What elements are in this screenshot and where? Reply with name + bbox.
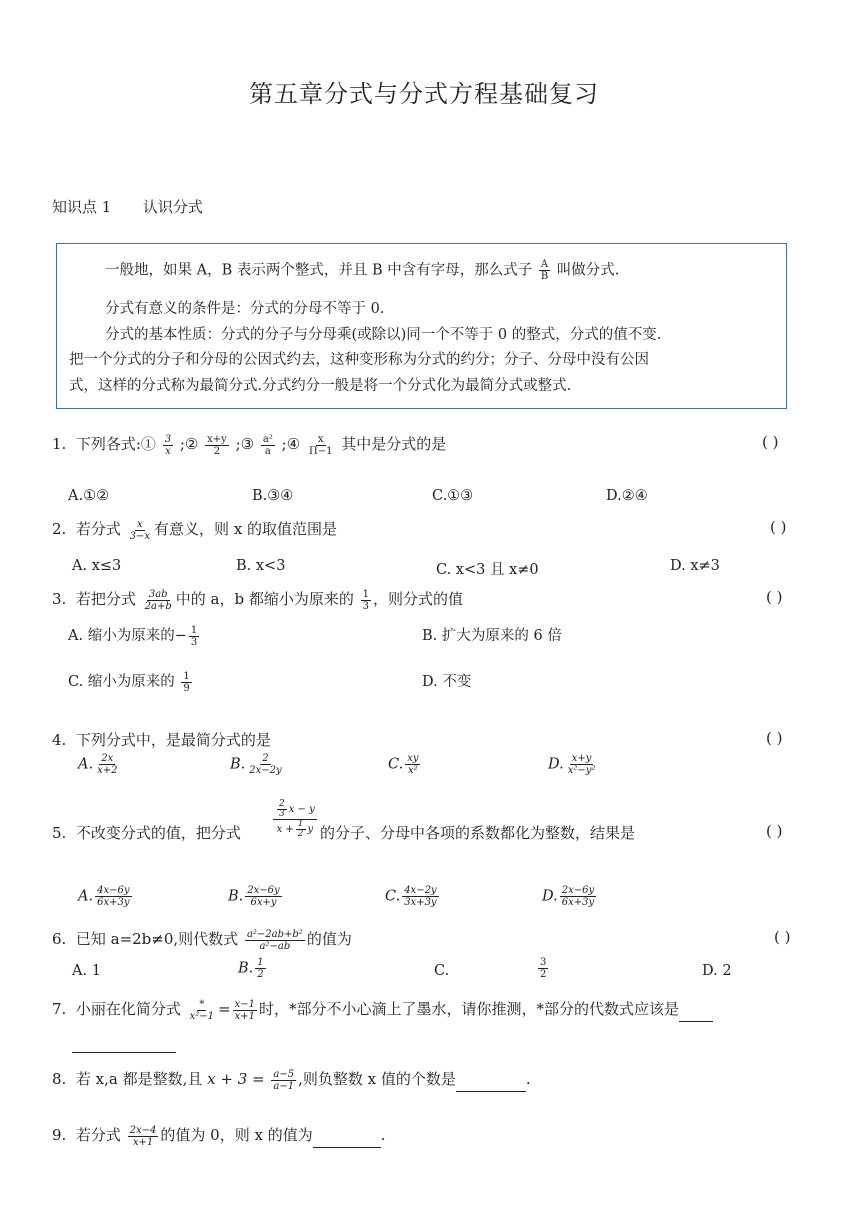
question-1: 1. 下列各式:① $\frac{3}{x}$ ;② $\frac{x+y}{2}$ ;③ $\frac{\text{a²}}{a}$ ;④ $\frac{x}{\Pi-1}$ 其中是分式的是 <box>52 433 447 457</box>
question-9: 9. 若分式 $\frac{2x-4}{x+1}$ 的值为 0，则 x 的值为 . <box>52 1124 386 1148</box>
section-label <box>52 196 203 217</box>
answer-bracket-5: ( ) <box>766 822 783 840</box>
answer-blank-9[interactable] <box>313 1147 381 1148</box>
answer-bracket-1: ( ) <box>762 433 779 451</box>
question-3: 3. 若把分式 $\frac{3ab}{2a+b}$ 中的 a，b 都缩小为原来的 $\frac{1}{3}$ ，则分式的值 <box>52 588 464 612</box>
section-name: 认识分式 <box>142 198 203 216</box>
answer-blank-7b[interactable] <box>72 1040 176 1053</box>
question-6: 6. 已知 a=2b≠0,则代数式 $\frac{\text{a²−2ab+b²}}{\text{a²−ab}}$ 的值为 <box>52 928 352 952</box>
question-2: 2. 若分式 $\frac{x}{3-x}$ 有意义，则 x 的取值范围是 <box>52 518 338 542</box>
q1-option-c: C.①③ <box>432 488 474 504</box>
q2-option-a: A. x≤3 <box>72 558 122 574</box>
q6-option-c-value: $\frac{3}{2}$ <box>540 957 547 980</box>
section-number: 知识点 1 <box>52 198 112 216</box>
q5-option-d: D. $\frac{2x-6y}{6x+3y}$ <box>542 885 595 908</box>
q4-option-c: C. $\frac{xy}{\text{x²}}$ <box>388 753 419 776</box>
q3-option-d: D. 不变 <box>422 674 472 690</box>
q6-option-a: A. 1 <box>72 963 101 979</box>
q6-option-d: D. 2 <box>702 963 732 979</box>
question-5-tail: 的分子、分母中各项的系数都化为整数，结果是 <box>320 824 636 842</box>
answer-bracket-3: ( ) <box>766 588 783 606</box>
box-paragraph-4: 把一个分式的分子和分母的公因式约去，这种变形称为分式的约分；分子、分母中没有公因 <box>69 352 649 368</box>
fraction-a-over-b: $\frac{A}{B}$ <box>540 259 549 282</box>
q2-option-d: D. x≠3 <box>670 558 720 574</box>
q6-option-b: B. $\frac{1}{2}$ <box>238 957 264 980</box>
question-7: 7. 小丽在化简分式 $\frac{*}{\text{x²−1}}$ = $\frac{x-1}{x+1}$ 时，*部分不小心滴上了墨水，请你推测，*部分的代数式应该是 <box>52 998 713 1022</box>
q2-option-b: B. x<3 <box>236 558 286 574</box>
q2-option-c: C. x<3 且 x≠0 <box>436 562 539 578</box>
q4-option-d: D. $\frac{x+y}{\text{x²−y²}}$ <box>548 753 596 776</box>
question-4: 4. 下列分式中，是最简分式的是 <box>52 731 271 749</box>
q3-option-c: C. 缩小为原来的 $\frac{1}{9}$ <box>68 670 190 694</box>
box-paragraph-3: 分式的基本性质：分式的分子与分母乘(或除以)同一个不等于 0 的整式，分式的值不变. <box>105 327 662 343</box>
q3-option-a: A. 缩小为原来的− $\frac{1}{3}$ <box>68 624 198 648</box>
box-paragraph-5: 式，这样的分式称为最简分式.分式约分一般是将一个分式化为最简分式或整式. <box>69 378 572 394</box>
answer-bracket-2: ( ) <box>770 518 787 536</box>
question-5: 5. 不改变分式的值，把分式 <box>52 824 241 842</box>
answer-blank-8[interactable] <box>456 1091 526 1092</box>
box-paragraph-2: 分式有意义的条件是：分式的分母不等于 0. <box>105 301 385 317</box>
answer-bracket-4: ( ) <box>766 729 783 747</box>
q5-option-b: B. $\frac{2x-6y}{6x+y}$ <box>228 885 280 908</box>
q1-option-b: B.③④ <box>252 488 294 504</box>
question-8: 8. 若 x,a 都是整数,且 x + 3 = $\frac{a-5}{a-1}$ ,则负整数 x 值的个数是 . <box>52 1068 531 1092</box>
q6-option-c: C. <box>434 963 450 979</box>
q1-option-d: D.②④ <box>606 488 648 504</box>
answer-blank-7a[interactable] <box>679 1021 713 1022</box>
page-title: 第五章分式与分式方程基础复习 <box>249 80 599 108</box>
knowledge-box <box>56 243 787 409</box>
q4-option-a: A. $\frac{2x}{x+2}$ <box>78 753 118 776</box>
box-paragraph-1: 一般地，如果 A，B 表示两个整式，并且 B 中含有字母，那么式子 $\frac{A}{B}$ 叫做分式. <box>105 259 620 282</box>
q5-option-c: C. $\frac{4x-2y}{3x+3y}$ <box>385 885 437 908</box>
q5-option-a: A. $\frac{4x-6y}{6x+3y}$ <box>78 885 130 908</box>
answer-bracket-6: ( ) <box>774 928 791 946</box>
q3-option-b: B. 扩大为原来的 6 倍 <box>422 628 562 644</box>
q5-complex-fraction: $\frac{2}{3}$ x − y x + $\frac{1}{2}$ y <box>271 800 319 839</box>
q4-option-b: B. $\frac{2}{2x-2y}$ <box>230 753 282 776</box>
q1-option-a: A.①② <box>68 488 110 504</box>
